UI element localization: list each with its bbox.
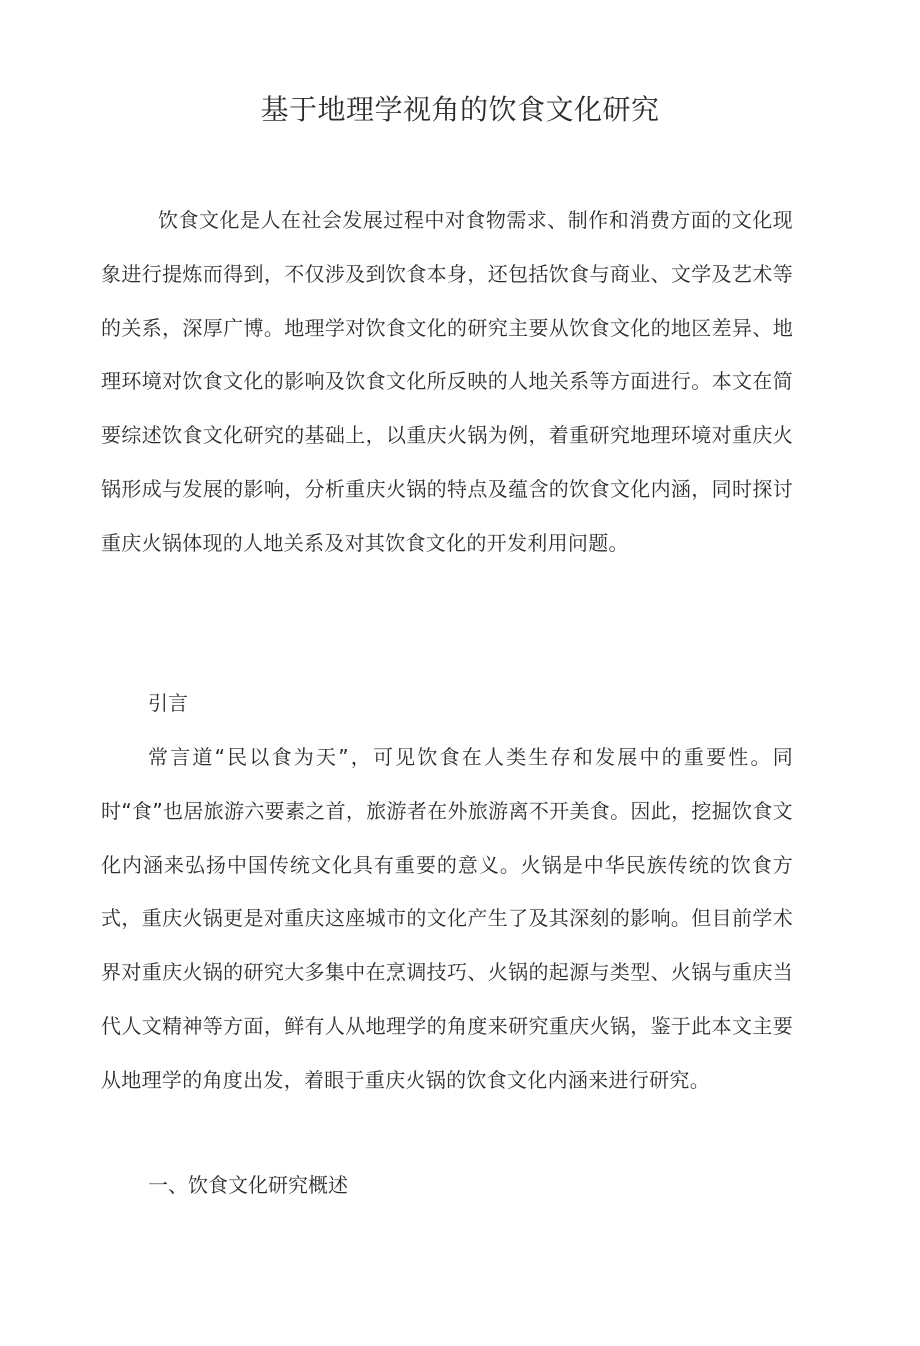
document-title: 基于地理学视角的饮食文化研究 bbox=[260, 93, 660, 126]
intro-paragraph: 常言道“民以食为天”，可见饮食在人类生存和发展中的重要性。同时“食”也居旅游六要素之首，旅游者在外旅游离不开美食。因此，挖掘饮食文化内涵来弘扬中国传统文化具有重要的意义。火锅是中华民族传统的饮食方式，重庆火锅更是对重庆这座城市的文化产生了及其深刻的影响。但目前学术界对重庆火锅的研究大多集中在烹调技巧、火锅的起源与类型、火锅与重庆当代人文精神等方面，鲜有人从地理学的角度来研究重庆火锅，鉴于此本文主要从地理学的角度出发，着眼于重庆火锅的饮食文化内涵来进行研究。 bbox=[101, 745, 793, 1092]
intro-heading: 引言 bbox=[148, 691, 188, 715]
section-1-heading: 一、饮食文化研究概述 bbox=[148, 1173, 348, 1197]
abstract-paragraph: 饮食文化是人在社会发展过程中对食物需求、制作和消费方面的文化现象进行提炼而得到，不仅涉及到饮食本身，还包括饮食与商业、文学及艺术等的关系，深厚广博。地理学对饮食文化的研究主要从饮食文化的地区差异、地理环境对饮食文化的影响及饮食文化所反映的人地关系等方面进行。本文在简要综述饮食文化研究的基础上，以重庆火锅为例，着重研究地理环境对重庆火锅形成与发展的影响，分析重庆火锅的特点及蕴含的饮食文化内涵，同时探讨重庆火锅体现的人地关系及对其饮食文化的开发利用问题。 bbox=[101, 208, 793, 555]
